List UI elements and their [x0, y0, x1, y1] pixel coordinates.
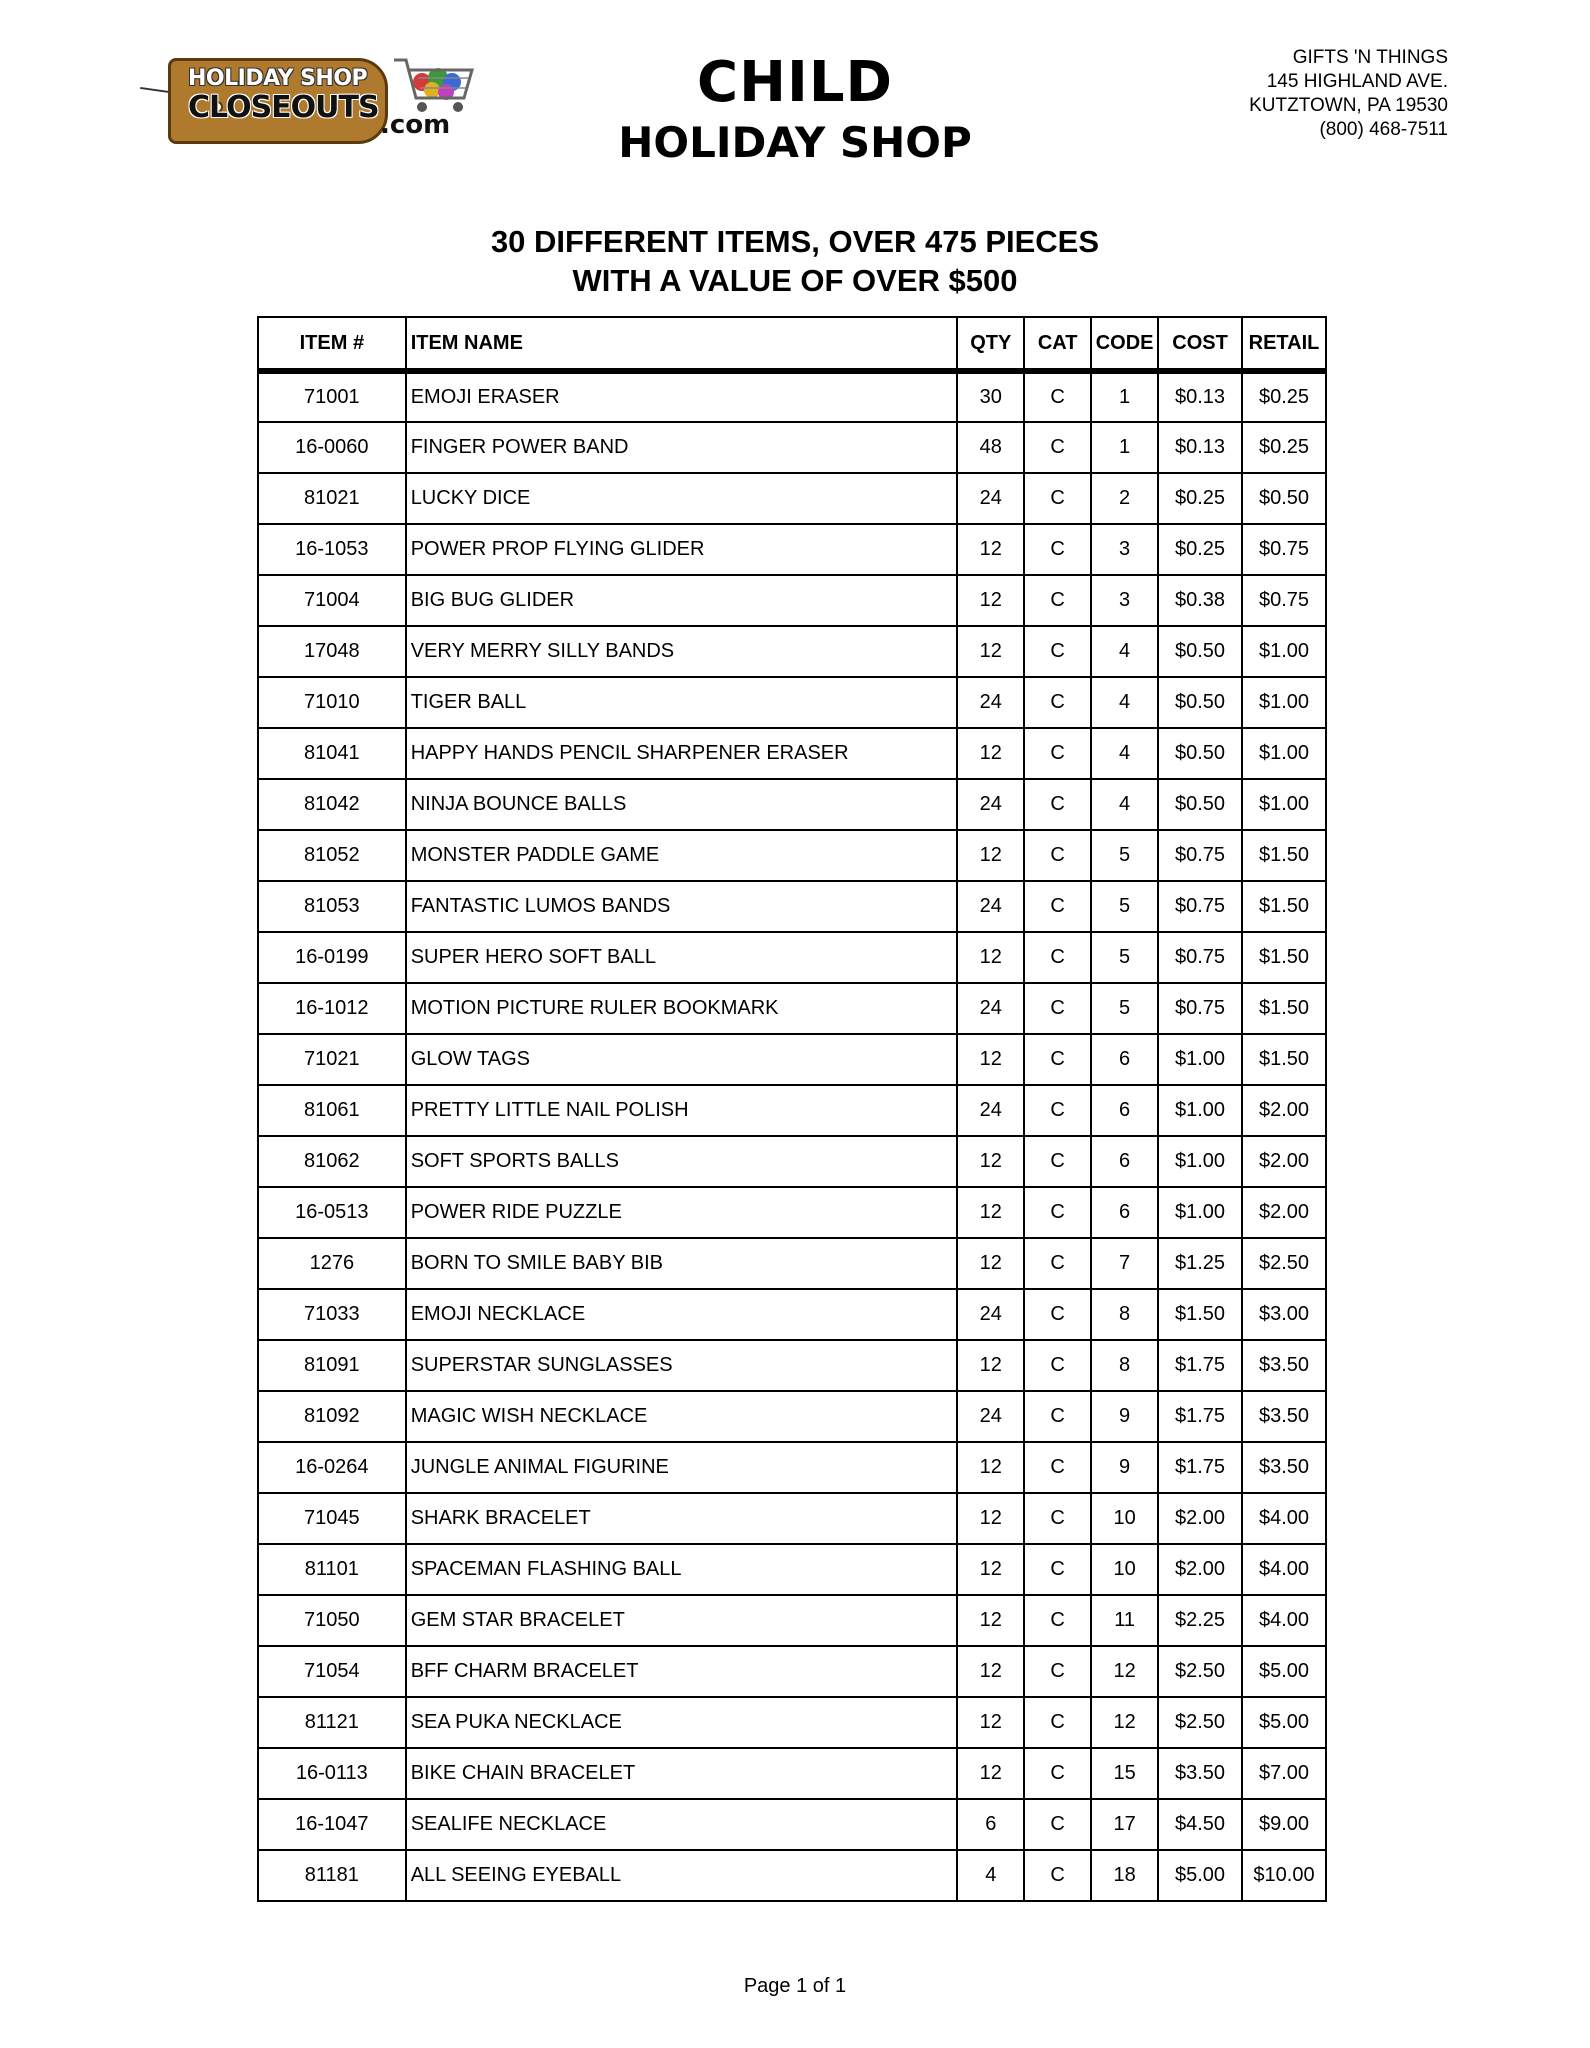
cell-cost: $2.25: [1158, 1595, 1242, 1646]
col-cost: COST: [1158, 317, 1242, 371]
cell-cat: C: [1024, 422, 1091, 473]
cell-cat: C: [1024, 1136, 1091, 1187]
cell-item-name: MONSTER PADDLE GAME: [406, 830, 958, 881]
table-header-row: [258, 317, 1326, 371]
cell-qty: 24: [957, 983, 1024, 1034]
cell-item-name: EMOJI ERASER: [406, 371, 958, 422]
page-number: Page 1 of 1: [743, 1975, 847, 1997]
cell-item-number: 16-0060: [258, 422, 406, 473]
cell-code: 6: [1091, 1136, 1158, 1187]
cell-cost: $1.50: [1158, 1289, 1242, 1340]
cell-cat: C: [1024, 1748, 1091, 1799]
cell-item-name: JUNGLE ANIMAL FIGURINE: [406, 1442, 958, 1493]
cell-item-name: MAGIC WISH NECKLACE: [406, 1391, 958, 1442]
cell-cost: $0.75: [1158, 932, 1242, 983]
cell-qty: 12: [957, 1493, 1024, 1544]
cell-cost: $0.50: [1158, 626, 1242, 677]
cell-qty: 12: [957, 1187, 1024, 1238]
cell-qty: 12: [957, 1697, 1024, 1748]
item-table: [257, 316, 1327, 1902]
cell-item-number: 81121: [258, 1697, 406, 1748]
cell-code: 4: [1091, 779, 1158, 830]
cell-retail: $4.00: [1242, 1544, 1326, 1595]
cell-retail: $0.50: [1242, 473, 1326, 524]
cell-cat: C: [1024, 1544, 1091, 1595]
table-row: [258, 1136, 1326, 1187]
cell-cost: $0.75: [1158, 881, 1242, 932]
table-row: [258, 524, 1326, 575]
cell-item-name: SHARK BRACELET: [406, 1493, 958, 1544]
cell-item-number: 16-1047: [258, 1799, 406, 1850]
cell-cat: C: [1024, 524, 1091, 575]
cell-item-name: GEM STAR BRACELET: [406, 1595, 958, 1646]
cell-retail: $3.00: [1242, 1289, 1326, 1340]
table-row: [258, 371, 1326, 422]
cell-cat: C: [1024, 371, 1091, 422]
cell-qty: 24: [957, 1085, 1024, 1136]
cell-cat: C: [1024, 677, 1091, 728]
page-title: CHILD: [697, 50, 893, 115]
offer-line2: WITH A VALUE OF OVER $500: [572, 263, 1018, 298]
table-row: [258, 728, 1326, 779]
cell-cost: $0.50: [1158, 728, 1242, 779]
table-row: [258, 830, 1326, 881]
cell-cat: C: [1024, 1850, 1091, 1901]
cell-qty: 12: [957, 1646, 1024, 1697]
cell-qty: 24: [957, 677, 1024, 728]
cell-qty: 48: [957, 422, 1024, 473]
cell-cost: $0.50: [1158, 779, 1242, 830]
cell-cost: $0.38: [1158, 575, 1242, 626]
cell-item-number: 71045: [258, 1493, 406, 1544]
cell-code: 1: [1091, 422, 1158, 473]
cell-cat: C: [1024, 779, 1091, 830]
cell-item-number: 81091: [258, 1340, 406, 1391]
cell-code: 18: [1091, 1850, 1158, 1901]
cell-retail: $1.50: [1242, 830, 1326, 881]
col-item-name: ITEM NAME: [406, 317, 958, 371]
cell-cost: $1.25: [1158, 1238, 1242, 1289]
cell-cat: C: [1024, 830, 1091, 881]
cell-retail: $0.75: [1242, 575, 1326, 626]
cell-cost: $0.13: [1158, 371, 1242, 422]
cell-cat: C: [1024, 626, 1091, 677]
cell-item-name: SEA PUKA NECKLACE: [406, 1697, 958, 1748]
cell-code: 5: [1091, 983, 1158, 1034]
cell-code: 5: [1091, 881, 1158, 932]
cell-qty: 12: [957, 575, 1024, 626]
table-row: [258, 677, 1326, 728]
cell-qty: 12: [957, 1340, 1024, 1391]
cell-item-number: 81041: [258, 728, 406, 779]
table-row: [258, 575, 1326, 626]
cell-item-number: 16-0513: [258, 1187, 406, 1238]
cell-cat: C: [1024, 1799, 1091, 1850]
table-row: [258, 626, 1326, 677]
cell-cost: $2.00: [1158, 1544, 1242, 1595]
cell-retail: $3.50: [1242, 1391, 1326, 1442]
cell-qty: 24: [957, 473, 1024, 524]
cell-cost: $1.75: [1158, 1391, 1242, 1442]
cell-cat: C: [1024, 1697, 1091, 1748]
cell-cost: $1.00: [1158, 1034, 1242, 1085]
cell-retail: $1.50: [1242, 983, 1326, 1034]
cell-item-number: 81053: [258, 881, 406, 932]
cell-retail: $1.00: [1242, 779, 1326, 830]
cell-retail: $0.25: [1242, 422, 1326, 473]
cell-retail: $0.25: [1242, 371, 1326, 422]
cell-item-name: BIKE CHAIN BRACELET: [406, 1748, 958, 1799]
cell-qty: 12: [957, 626, 1024, 677]
cell-qty: 12: [957, 1595, 1024, 1646]
cell-code: 12: [1091, 1697, 1158, 1748]
cell-retail: $5.00: [1242, 1697, 1326, 1748]
cell-code: 17: [1091, 1799, 1158, 1850]
cell-retail: $4.00: [1242, 1493, 1326, 1544]
table-row: [258, 1697, 1326, 1748]
table-row: [258, 1850, 1326, 1901]
address-line: KUTZTOWN, PA 19530: [1249, 95, 1448, 116]
cell-retail: $4.00: [1242, 1595, 1326, 1646]
cell-qty: 24: [957, 1391, 1024, 1442]
cell-code: 10: [1091, 1544, 1158, 1595]
cell-item-name: VERY MERRY SILLY BANDS: [406, 626, 958, 677]
cell-code: 5: [1091, 830, 1158, 881]
cell-cost: $1.75: [1158, 1442, 1242, 1493]
table-body: [258, 371, 1326, 1901]
offer-line1: 30 DIFFERENT ITEMS, OVER 475 PIECES: [490, 224, 1100, 259]
cell-retail: $1.50: [1242, 1034, 1326, 1085]
cell-code: 6: [1091, 1187, 1158, 1238]
cell-cat: C: [1024, 473, 1091, 524]
cell-item-number: 81101: [258, 1544, 406, 1595]
cell-retail: $7.00: [1242, 1748, 1326, 1799]
cell-item-name: BFF CHARM BRACELET: [406, 1646, 958, 1697]
logo-line2: CLOSEOUTS: [188, 90, 379, 125]
table-row: [258, 983, 1326, 1034]
cell-qty: 12: [957, 1136, 1024, 1187]
cell-code: 6: [1091, 1085, 1158, 1136]
table-row: [258, 422, 1326, 473]
cell-cat: C: [1024, 1085, 1091, 1136]
cell-item-name: SUPER HERO SOFT BALL: [406, 932, 958, 983]
cell-code: 12: [1091, 1646, 1158, 1697]
cell-item-name: EMOJI NECKLACE: [406, 1289, 958, 1340]
cell-retail: $1.50: [1242, 881, 1326, 932]
cell-cost: $0.25: [1158, 524, 1242, 575]
cell-code: 11: [1091, 1595, 1158, 1646]
cell-cost: $1.00: [1158, 1136, 1242, 1187]
table-row: [258, 1493, 1326, 1544]
cell-cost: $4.50: [1158, 1799, 1242, 1850]
cell-cat: C: [1024, 1595, 1091, 1646]
cell-retail: $3.50: [1242, 1442, 1326, 1493]
cell-item-name: POWER RIDE PUZZLE: [406, 1187, 958, 1238]
cell-item-number: 71050: [258, 1595, 406, 1646]
cell-code: 9: [1091, 1391, 1158, 1442]
cell-qty: 30: [957, 371, 1024, 422]
cell-item-number: 71033: [258, 1289, 406, 1340]
cell-qty: 24: [957, 881, 1024, 932]
cell-code: 9: [1091, 1442, 1158, 1493]
cell-item-name: SPACEMAN FLASHING BALL: [406, 1544, 958, 1595]
cell-item-number: 81092: [258, 1391, 406, 1442]
cell-item-number: 81062: [258, 1136, 406, 1187]
cell-cost: $2.50: [1158, 1697, 1242, 1748]
cell-code: 4: [1091, 677, 1158, 728]
cell-item-name: POWER PROP FLYING GLIDER: [406, 524, 958, 575]
cell-retail: $1.00: [1242, 677, 1326, 728]
address-phone: (800) 468-7511: [1319, 119, 1448, 140]
cell-item-name: GLOW TAGS: [406, 1034, 958, 1085]
cell-item-number: 16-1053: [258, 524, 406, 575]
cell-qty: 12: [957, 1748, 1024, 1799]
col-code: CODE: [1091, 317, 1158, 371]
cell-code: 15: [1091, 1748, 1158, 1799]
cell-item-name: PRETTY LITTLE NAIL POLISH: [406, 1085, 958, 1136]
address-line: GIFTS 'N THINGS: [1292, 47, 1448, 68]
cell-cat: C: [1024, 1646, 1091, 1697]
table-row: [258, 1595, 1326, 1646]
cell-cat: C: [1024, 575, 1091, 626]
cell-code: 4: [1091, 626, 1158, 677]
table-row: [258, 1340, 1326, 1391]
table-row: [258, 1442, 1326, 1493]
cell-retail: $2.50: [1242, 1238, 1326, 1289]
cell-qty: 12: [957, 830, 1024, 881]
cell-retail: $1.50: [1242, 932, 1326, 983]
cell-retail: $10.00: [1242, 1850, 1326, 1901]
table-row: [258, 1034, 1326, 1085]
cell-item-number: 16-0113: [258, 1748, 406, 1799]
cell-qty: 24: [957, 779, 1024, 830]
cell-item-name: HAPPY HANDS PENCIL SHARPENER ERASER: [406, 728, 958, 779]
cell-item-number: 81052: [258, 830, 406, 881]
cell-cat: C: [1024, 1391, 1091, 1442]
table-row: [258, 779, 1326, 830]
cell-cat: C: [1024, 728, 1091, 779]
cell-item-number: 71001: [258, 371, 406, 422]
cell-qty: 12: [957, 1238, 1024, 1289]
cell-item-name: BIG BUG GLIDER: [406, 575, 958, 626]
table-row: [258, 1748, 1326, 1799]
cell-cost: $3.50: [1158, 1748, 1242, 1799]
cell-item-name: FANTASTIC LUMOS BANDS: [406, 881, 958, 932]
cell-qty: 24: [957, 1289, 1024, 1340]
cell-cat: C: [1024, 1034, 1091, 1085]
logo-suffix: .com: [380, 110, 451, 140]
table-row: [258, 1391, 1326, 1442]
table-row: [258, 932, 1326, 983]
cell-cat: C: [1024, 1493, 1091, 1544]
cell-item-name: LUCKY DICE: [406, 473, 958, 524]
cell-item-name: MOTION PICTURE RULER BOOKMARK: [406, 983, 958, 1034]
cell-cost: $1.00: [1158, 1187, 1242, 1238]
col-cat: CAT: [1024, 317, 1091, 371]
cell-qty: 12: [957, 1442, 1024, 1493]
cell-item-number: 17048: [258, 626, 406, 677]
cell-retail: $3.50: [1242, 1340, 1326, 1391]
cell-item-name: NINJA BOUNCE BALLS: [406, 779, 958, 830]
table-row: [258, 1085, 1326, 1136]
table-row: [258, 1799, 1326, 1850]
cell-code: 10: [1091, 1493, 1158, 1544]
table-row: [258, 1238, 1326, 1289]
cell-code: 1: [1091, 371, 1158, 422]
cell-qty: 12: [957, 728, 1024, 779]
cell-item-name: SEALIFE NECKLACE: [406, 1799, 958, 1850]
table-row: [258, 473, 1326, 524]
cell-item-number: 71004: [258, 575, 406, 626]
cell-qty: 6: [957, 1799, 1024, 1850]
table-row: [258, 1289, 1326, 1340]
cell-item-number: 16-1012: [258, 983, 406, 1034]
cell-cost: $0.25: [1158, 473, 1242, 524]
cell-code: 8: [1091, 1340, 1158, 1391]
cell-cat: C: [1024, 983, 1091, 1034]
cell-qty: 12: [957, 524, 1024, 575]
cell-retail: $2.00: [1242, 1085, 1326, 1136]
cell-code: 2: [1091, 473, 1158, 524]
cell-code: 4: [1091, 728, 1158, 779]
company-address: [1249, 46, 1448, 142]
cell-item-number: 81042: [258, 779, 406, 830]
cell-cost: $0.13: [1158, 422, 1242, 473]
cell-code: 5: [1091, 932, 1158, 983]
cell-code: 3: [1091, 524, 1158, 575]
address-line: 145 HIGHLAND AVE.: [1266, 71, 1448, 92]
cell-cat: C: [1024, 1340, 1091, 1391]
cell-cat: C: [1024, 1187, 1091, 1238]
cell-item-number: 81021: [258, 473, 406, 524]
cell-item-name: SOFT SPORTS BALLS: [406, 1136, 958, 1187]
logo-line1: HOLIDAY SHOP: [188, 66, 368, 91]
cell-cost: $0.75: [1158, 830, 1242, 881]
cell-retail: $1.00: [1242, 728, 1326, 779]
table-row: [258, 881, 1326, 932]
cell-retail: $1.00: [1242, 626, 1326, 677]
table-row: [258, 1544, 1326, 1595]
cell-cost: $2.00: [1158, 1493, 1242, 1544]
cell-cost: $5.00: [1158, 1850, 1242, 1901]
cell-qty: 4: [957, 1850, 1024, 1901]
table-row: [258, 1646, 1326, 1697]
cell-cat: C: [1024, 881, 1091, 932]
cell-code: 7: [1091, 1238, 1158, 1289]
cell-item-name: BORN TO SMILE BABY BIB: [406, 1238, 958, 1289]
cell-cost: $2.50: [1158, 1646, 1242, 1697]
cell-cat: C: [1024, 932, 1091, 983]
cell-retail: $0.75: [1242, 524, 1326, 575]
cell-item-number: 1276: [258, 1238, 406, 1289]
cell-item-name: SUPERSTAR SUNGLASSES: [406, 1340, 958, 1391]
cell-cat: C: [1024, 1442, 1091, 1493]
cell-item-name: ALL SEEING EYEBALL: [406, 1850, 958, 1901]
cell-item-number: 71021: [258, 1034, 406, 1085]
cell-cat: C: [1024, 1289, 1091, 1340]
col-qty: QTY: [957, 317, 1024, 371]
cell-item-number: 81061: [258, 1085, 406, 1136]
col-item-number: ITEM #: [258, 317, 406, 371]
offer-summary: [0, 222, 1590, 300]
cell-item-number: 16-0264: [258, 1442, 406, 1493]
cell-qty: 12: [957, 1544, 1024, 1595]
cell-cost: $0.75: [1158, 983, 1242, 1034]
cell-item-name: FINGER POWER BAND: [406, 422, 958, 473]
cell-cost: $1.00: [1158, 1085, 1242, 1136]
cell-item-number: 16-0199: [258, 932, 406, 983]
page-subtitle: HOLIDAY SHOP: [618, 118, 972, 167]
cell-item-number: 71054: [258, 1646, 406, 1697]
cell-retail: $2.00: [1242, 1136, 1326, 1187]
cell-code: 3: [1091, 575, 1158, 626]
col-retail: RETAIL: [1242, 317, 1326, 371]
cell-qty: 12: [957, 932, 1024, 983]
cell-cat: C: [1024, 1238, 1091, 1289]
cell-code: 8: [1091, 1289, 1158, 1340]
cell-retail: $9.00: [1242, 1799, 1326, 1850]
table-row: [258, 1187, 1326, 1238]
cell-retail: $5.00: [1242, 1646, 1326, 1697]
cell-cost: $1.75: [1158, 1340, 1242, 1391]
cell-retail: $2.00: [1242, 1187, 1326, 1238]
cell-cost: $0.50: [1158, 677, 1242, 728]
cell-item-name: TIGER BALL: [406, 677, 958, 728]
cell-qty: 12: [957, 1034, 1024, 1085]
cell-item-number: 71010: [258, 677, 406, 728]
cell-item-number: 81181: [258, 1850, 406, 1901]
cell-code: 6: [1091, 1034, 1158, 1085]
